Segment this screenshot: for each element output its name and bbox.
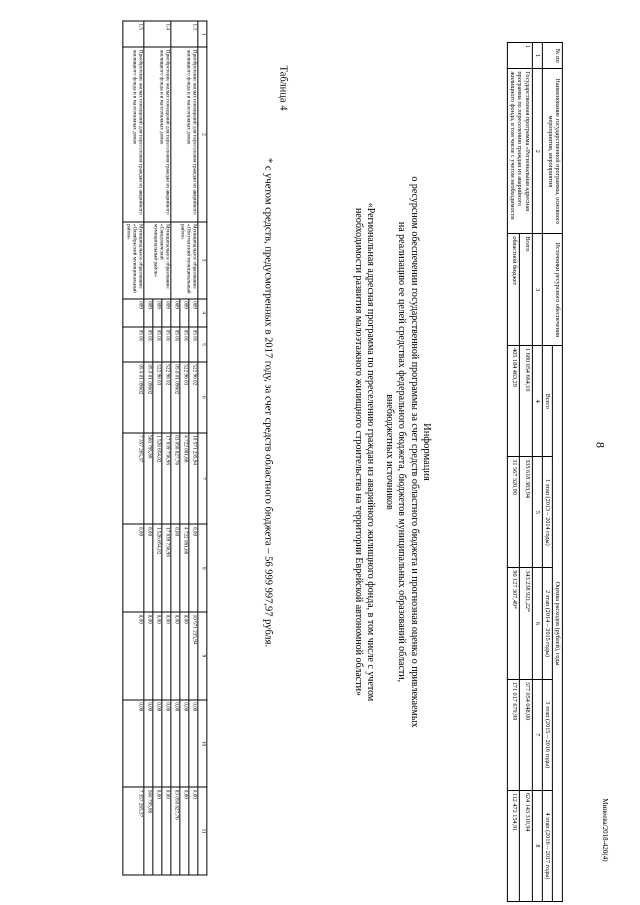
cell: 0,00	[123, 524, 144, 612]
col-header: 10	[198, 700, 207, 788]
cell: 112 472 154,91	[508, 790, 520, 901]
cell: 009	[144, 299, 153, 328]
cell: 90 127 307,49*	[508, 568, 520, 679]
cell: 0,00	[162, 612, 171, 700]
col-header: Оценка расходов (рублей), годы	[552, 346, 562, 902]
cell: 0,00	[153, 700, 162, 788]
heading-line: на реализацию ее целей средствах федерального бюджета, бюджетов муниципальных образований области,	[396, 221, 408, 683]
col-header: 2	[198, 47, 207, 221]
cell: 0,00	[144, 612, 153, 700]
heading-line: необходимости развития малоэтажного жилищного строительства на территории Еврейской автономной области»	[352, 208, 364, 696]
col-number: 3	[532, 234, 542, 346]
col-header: 2 этап (2014 – 2015 годы)	[542, 568, 552, 679]
col-number: 7	[532, 679, 542, 790]
col-number: 6	[532, 568, 542, 679]
col-header: 11	[198, 787, 207, 875]
col-header: 3 этап (2015 – 2016 годы)	[542, 679, 552, 790]
table-header-row	[552, 43, 562, 902]
cell: 1 526 654,02	[153, 524, 162, 612]
cell: 560 795,88	[144, 787, 153, 875]
cell: 522 96 02	[162, 362, 171, 433]
resource-table	[507, 42, 563, 902]
cell: 4 722 081,68	[180, 433, 189, 525]
cell: 10 571 235,94	[189, 433, 198, 525]
cell: 171 017 679,99	[508, 679, 520, 790]
cell: 0,00	[123, 612, 144, 700]
cell: 0,00	[189, 700, 198, 788]
table-header-row	[198, 21, 207, 875]
col-header: Наименование государственной программы, основного мероприятия, мероприятия	[542, 69, 562, 234]
recipient: Муниципальное образование «Облученский муниципальный район»	[171, 222, 198, 299]
cell: 0,00	[180, 612, 189, 700]
source-cell: Всего	[520, 234, 532, 346]
recipient: Муниципальное образование «Октябрьский муниципальный район»	[123, 222, 144, 299]
cell: 009	[153, 299, 162, 328]
cell: 0,00	[171, 612, 180, 700]
footnote: * с учетом средств, предусмотренных в 2017 году, за счет средств областного бюджета – 56 999 997,97 рубля.	[262, 158, 274, 648]
table-label: Таблица 4	[277, 65, 289, 111]
table-row	[520, 43, 532, 902]
col-header: 1 этап (2013 – 2014 годы)	[542, 457, 552, 568]
cell: 1 526 654,02	[153, 433, 162, 525]
col-header: 9	[198, 612, 207, 700]
table-row	[123, 21, 144, 875]
cell: 1 680 054 664,10	[520, 346, 532, 457]
cell: 560 795,88	[144, 433, 153, 525]
cell: 05 01	[162, 327, 171, 362]
cell: 05 01	[123, 327, 144, 362]
row-number: 1.5	[123, 21, 144, 47]
cell: 009	[171, 299, 180, 328]
page-number: 8	[593, 442, 608, 448]
cell: 009	[180, 299, 189, 328]
table-4-continuation	[123, 21, 208, 876]
table-row	[189, 21, 198, 875]
col-header: 4	[198, 299, 207, 328]
cell: 377 054 048,00	[520, 679, 532, 790]
cell: 05 0 01 09602	[171, 362, 180, 433]
heading-line: внебюджетных источников	[383, 394, 395, 510]
cell: 009	[189, 299, 198, 328]
heading-title: Информация	[420, 423, 432, 481]
cell: 522 96 03	[153, 362, 162, 433]
col-header: 8	[198, 524, 207, 612]
cell: 10 571 235,94	[189, 612, 198, 700]
col-header: Всего	[542, 346, 552, 457]
heading-line: «Региональная адресная программа по переселению граждан из аварийного жилищного фонда, в том числе с учетом	[365, 202, 377, 702]
cell: 0,00	[189, 524, 198, 612]
col-header: 5	[198, 327, 207, 362]
cell: 0,00	[123, 700, 144, 788]
cell: 83 058 827,76	[171, 433, 180, 525]
measure-name: Приобретение жилых помещений для переселения граждан из аварийного жилищного фонда и в малоэтажных домах	[171, 47, 198, 221]
row-number: 1.4	[144, 21, 171, 47]
cell: 009	[162, 299, 171, 328]
measure-name: Приобретение жилых помещений для переселения граждан из аварийного жилищного фонда и в малоэтажных домах	[144, 47, 171, 221]
cell: 05 01	[144, 327, 153, 362]
column-number-row	[532, 43, 542, 902]
col-header: Источники ресурсного обеспечения	[542, 234, 562, 346]
col-number: 4	[532, 346, 542, 457]
cell: 7 357 265,37	[123, 433, 144, 525]
cell: 05 0 01 09602	[144, 362, 153, 433]
cell: 405 184 463,29	[508, 346, 520, 457]
row-number: 1	[508, 43, 532, 69]
cell: 17 839 736,98	[162, 433, 171, 525]
cell: 0,00	[144, 700, 153, 788]
col-header: 4 этап (2016 – 2017 годы)	[542, 790, 552, 901]
cell: 0,00	[162, 700, 171, 788]
table-row	[162, 21, 171, 875]
col-number: 8	[532, 790, 542, 901]
cell: 0,00	[171, 524, 180, 612]
cell: 0,00	[153, 787, 162, 875]
col-number: 1	[532, 43, 542, 69]
footer-code: Минеева/2018-420(4)	[601, 798, 609, 862]
cell: 05 01	[171, 327, 180, 362]
cell: 522 96 03	[180, 362, 189, 433]
cell: 05 01	[180, 327, 189, 362]
cell: 17 839 736,98	[162, 524, 171, 612]
cell: 343 238 921,22*	[520, 568, 532, 679]
cell: 0,00	[144, 524, 153, 612]
col-header: 3	[198, 222, 207, 299]
cell: 624 143 310,94	[520, 790, 532, 901]
col-number: 2	[532, 69, 542, 234]
cell: 4 722 081,68	[180, 524, 189, 612]
cell: 83 058 827,76	[171, 787, 180, 875]
recipient: Муниципальное образование «Смидовичский муниципальный район»	[144, 222, 171, 299]
cell: 0,00	[153, 612, 162, 700]
heading-line: о ресурсном обеспечении государственной программы за счет средств областного бюджета и прогнозная оценка о привлекаемых	[408, 176, 420, 728]
cell: 7 357 265,37	[123, 787, 144, 875]
col-header: 6	[198, 362, 207, 433]
cell: 009	[123, 299, 144, 328]
cell: 0,00	[189, 787, 198, 875]
cell: 522 96 02	[189, 362, 198, 433]
col-header: 7	[198, 433, 207, 525]
measure-name: Приобретение жилых помещений для переселения граждан из аварийного жилищного фонда и в малоэтажных домах	[123, 47, 144, 221]
source-cell: областной бюджет	[508, 234, 520, 346]
section-heading	[351, 72, 433, 832]
cell: 0,00	[180, 700, 189, 788]
col-header: № пп	[542, 43, 562, 69]
cell: 31 567 320,90	[508, 457, 520, 568]
cell: 335 618 383,94	[520, 457, 532, 568]
cell: 0,00	[171, 700, 180, 788]
cell: 0,00	[162, 787, 171, 875]
program-name: Государственная программа «Региональная адресная программа по переселению граждан из аварийного жилищного фонда, в том числе с учетом необходимости	[508, 69, 532, 234]
col-header: 1	[198, 21, 207, 47]
cell: 05 01	[153, 327, 162, 362]
cell: 0,00	[180, 787, 189, 875]
row-number: 1.3	[171, 21, 198, 47]
cell: 05 01	[189, 327, 198, 362]
col-number: 5	[532, 457, 542, 568]
cell: 05 0 01 09602	[123, 362, 144, 433]
